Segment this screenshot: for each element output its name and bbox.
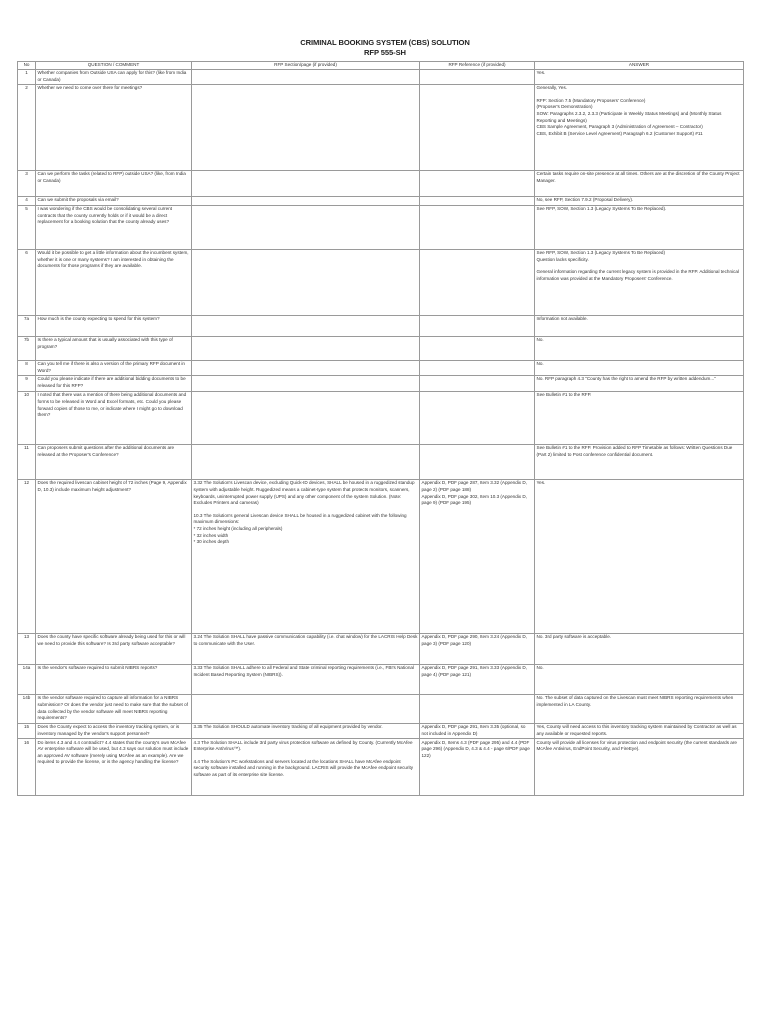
rfp-page-cell-paragraph: 3.33 The Solution SHALL adhere to all Federal and State criminal reporting requirements (i.e., FBI's National Incident Based Reporting System (NIBRS)). <box>193 665 414 678</box>
answer-cell-paragraph: No. The subset of data captured on the Livescan must meet NIBRS reporting requirements when implemented in LA County. <box>536 695 734 708</box>
row-number: 5 <box>18 205 36 249</box>
rfp-page-cell <box>192 391 420 444</box>
row-number: 1 <box>18 69 36 84</box>
rfp-reference-cell <box>420 375 535 391</box>
rfp-reference-cell-paragraph: Appendix D, PDF page 287, Item 3.32 (Appendix D, page 2) (PDF page 188) Appendix D, PDF page 302, Item 10.3 (Appendix D, page 9) (PDF page 195) <box>421 480 527 506</box>
rfp-page-cell <box>192 375 420 391</box>
answer-cell-paragraph: Yes. <box>536 70 546 76</box>
document-title <box>0 38 770 58</box>
header-rfp-page: RFP Section/page (if provided) <box>192 62 420 70</box>
question-cell: Can we perform the tasks (related to RFP) outside USA? (like, from India or Canada) <box>36 170 192 196</box>
table-body <box>18 69 744 796</box>
answer-cell <box>535 664 744 694</box>
answer-cell <box>535 391 744 444</box>
header-question: QUESTION / COMMENT <box>36 62 192 70</box>
table-row <box>18 336 744 360</box>
row-number: 11 <box>18 444 36 479</box>
rfp-page-cell <box>192 336 420 360</box>
answer-cell <box>535 723 744 738</box>
row-number: 6 <box>18 249 36 315</box>
answer-cell-paragraph: Yes. <box>536 480 546 486</box>
rfp-page-cell <box>192 360 420 375</box>
answer-cell <box>535 249 744 315</box>
rfp-reference-cell-paragraph: Appendix D, Items 4.3 (PDF page 295) and 4.4 (PDF page 296) (Appendix D, 4.3 & 4.4 - page 6/PDF page 122) <box>421 739 530 758</box>
rfp-page-cell <box>192 723 420 738</box>
table-row <box>18 739 744 796</box>
answer-cell <box>535 196 744 205</box>
rfp-page-cell-paragraph: 4.4 The Solution's PC workstations and servers located at the locations SHALL have McAfee endpoint security software installed and running in the background. LACRIS will provide the McAfee endpoint security software as part of its enterprise site license. <box>193 758 414 778</box>
answer-cell <box>535 315 744 336</box>
header-no: No <box>18 62 36 70</box>
answer-cell-paragraph: No, see RFP, Section 7.9.2 (Proposal Delivery). <box>536 197 634 203</box>
answer-cell <box>535 170 744 196</box>
rfp-reference-cell <box>420 444 535 479</box>
answer-cell-paragraph: Generally, Yes. <box>536 85 568 91</box>
answer-cell-paragraph: General information regarding the current legacy system is provided in the RFP. Additional technical information was provided at the Mandatory Proposers' Conference. <box>536 269 739 282</box>
rfp-reference-cell <box>420 249 535 315</box>
table-row <box>18 479 744 633</box>
row-number: 7a <box>18 315 36 336</box>
answer-cell-paragraph: No. <box>536 337 544 343</box>
table-row <box>18 375 744 391</box>
row-number: 12 <box>18 479 36 633</box>
rfp-page-cell <box>192 205 420 249</box>
table-row <box>18 391 744 444</box>
row-number: 7b <box>18 336 36 360</box>
answer-cell-paragraph: Certain tasks require on-site presence at all times. Others are at the discretion of the County Project Manager. <box>536 171 740 183</box>
answer-cell-paragraph: See Bulletin #1 to the RFP. <box>536 392 592 398</box>
rfp-page-cell-paragraph: 3.32 The Solution's Livescan device, excluding Quick-ID devices, SHALL be housed in a ruggedized standup system with adjustable height. Ruggedized means a cabinet-type system that protects monitors, scanners, keyboards, uninterrupted power supply (UPS) and any other component of the system Solution. (Note: Excludes Printers and cameras) <box>193 480 415 506</box>
answer-cell <box>535 479 744 633</box>
table-row <box>18 84 744 170</box>
answer-cell <box>535 375 744 391</box>
answer-cell <box>535 739 744 796</box>
rfp-reference-cell <box>420 694 535 723</box>
question-cell: I was wondering if the CBS would be consolidating several current contracts that the county currently holds or if it would be a direct replacement for a booking solution that the county already uses? <box>36 205 192 249</box>
rfp-page-cell <box>192 249 420 315</box>
question-cell: Can you tell me if there is also a version of the primary RFP document in Word? <box>36 360 192 375</box>
rfp-page-cell <box>192 633 420 664</box>
answer-cell-paragraph: No. RFP paragraph 4.3 "County has the right to amend the RFP by written addendum..." <box>536 376 716 382</box>
answer-cell-paragraph: See RFP, SOW, Section 1.3 (Legacy Systems To Be Replaced) Question lacks specificity. <box>536 250 666 262</box>
answer-cell <box>535 444 744 479</box>
rfp-reference-cell <box>420 69 535 84</box>
answer-cell <box>535 84 744 170</box>
question-cell: How much is the county expecting to spend for this system? <box>36 315 192 336</box>
rfp-page-cell <box>192 694 420 723</box>
table-row <box>18 249 744 315</box>
question-cell: Whether companies from Outside USA can apply for this? (like from India or Canada) <box>36 69 192 84</box>
rfp-page-cell <box>192 84 420 170</box>
question-cell: Does the county have specific software already being used for this or will we need to provide this software? Is 3rd party software acceptable? <box>36 633 192 664</box>
table-row <box>18 664 744 694</box>
rfp-reference-cell <box>420 739 535 796</box>
answer-cell <box>535 694 744 723</box>
title-line-1: CRIMINAL BOOKING SYSTEM (CBS) SOLUTION <box>300 38 470 47</box>
rfp-page-cell <box>192 479 420 633</box>
answer-cell-paragraph: Information not available. <box>536 316 588 322</box>
answer-cell-paragraph: RFP: Section 7.5 (Mandatory Proposers' Conference) (Proposer's Demonstration) SOW: Paragraphs 2.3.2, 2.3.3 (Participate in Weekly Status Meetings) and (Monthly Status Reporting and Meetings) CBS Sample Agreement, Paragraph 3 (Administration of Agreement – Contractor) CBS, Exhibit B (Service Level Agreement) Paragraph 6.2 (Customer Support) #11 <box>536 97 722 136</box>
rfp-reference-cell <box>420 723 535 738</box>
answer-cell-paragraph: See Bulletin #1 to the RFP. Provision added to RFP Timetable as follows: Written Questions Due (Part 2) limited to Post conference confidential document. <box>536 445 733 458</box>
title-line-2: RFP 555-SH <box>364 48 406 57</box>
rfp-reference-cell <box>420 84 535 170</box>
rfp-reference-cell-paragraph: Appendix D, PDF page 290, Item 3.24 (Appendix D, page 3) (PDF page 120) <box>421 634 527 647</box>
rfp-page-cell-paragraph: 3.35 The Solution SHOULD automate inventory tracking of all equipment provided by vendor. <box>193 724 383 730</box>
header-rfp-reference: RFP Reference (if provided) <box>420 62 535 70</box>
rfp-reference-cell <box>420 391 535 444</box>
rfp-page-cell <box>192 170 420 196</box>
answer-cell-paragraph: County will provide all licenses for virus protection and endpoint security (the current standards are McAfee Antivirus, EndPoint Security, and FireEye). <box>536 739 737 752</box>
rfp-page-cell <box>192 739 420 796</box>
row-number: 14b <box>18 694 36 723</box>
rfp-reference-cell <box>420 360 535 375</box>
question-cell: Can proposers submit questions after the additional documents are released at the Proposer's Conference? <box>36 444 192 479</box>
answer-cell-paragraph: No. <box>536 665 544 671</box>
answer-cell <box>535 360 744 375</box>
question-cell: Do items 4.3 and 4.4 contradict? 4.4 states that the county's own McAfee AV enterprise software will be used, but 4.3 says our solution must include an approved AV software (merely using McAfee as an example). Are we required to provide the license, or is the agency handling the license? <box>36 739 192 796</box>
rfp-reference-cell <box>420 633 535 664</box>
answer-cell-paragraph: No. <box>536 361 544 367</box>
row-number: 2 <box>18 84 36 170</box>
table-header-row <box>18 62 744 70</box>
answer-cell-paragraph: See RFP, SOW, Section 1.3 (Legacy Systems To Be Replaced). <box>536 206 667 212</box>
question-cell: Could you please indicate if there are additional bidding documents to be released for this RFP? <box>36 375 192 391</box>
table-row <box>18 723 744 738</box>
header-answer: ANSWER <box>535 62 744 70</box>
rfp-reference-cell <box>420 315 535 336</box>
row-number: 4 <box>18 196 36 205</box>
table-row <box>18 69 744 84</box>
rfp-reference-cell <box>420 479 535 633</box>
answer-cell <box>535 336 744 360</box>
rfp-reference-cell <box>420 196 535 205</box>
answer-cell <box>535 633 744 664</box>
question-cell: Is the vendor software required to capture all information for a NIBRS submission? Or does the vendor just need to make sure that the subset of data collected by the vendor software will meet NIBRS reporting requirements? <box>36 694 192 723</box>
rfp-page-cell <box>192 196 420 205</box>
table-row <box>18 315 744 336</box>
row-number: 8 <box>18 360 36 375</box>
rfp-page-cell <box>192 69 420 84</box>
table-row <box>18 444 744 479</box>
question-cell: Can we submit the proposals via email? <box>36 196 192 205</box>
qa-table <box>17 61 744 796</box>
row-number: 9 <box>18 375 36 391</box>
rfp-reference-cell <box>420 205 535 249</box>
question-cell: Would it be possible to get a little information about the incumbent system, whether it is one or many systems? I am interested in obtaining the documents for those programs if they are available. <box>36 249 192 315</box>
rfp-page-cell-paragraph: 4.3 The Solution SHALL include 3rd party virus protection software as defined by County. (Currently McAfee Enterprise AntiVirus™). <box>193 739 413 752</box>
rfp-reference-cell-paragraph: Appendix D, PDF page 291, Item 3.35 (optional, so not included in Appendix D) <box>421 724 526 737</box>
question-cell: Does the County expect to access the inventory tracking system, or is inventory managed by the vendor's support personnel? <box>36 723 192 738</box>
rfp-page-cell-paragraph: 3.24 The Solution SHALL have passive communication capability (i.e. chat window) for the LACRIS Help Desk to communicate with the User. <box>193 634 418 647</box>
answer-cell-paragraph: Yes, County will need access to this inventory tracking system maintained by Contractor as well as any available or requested reports. <box>536 724 737 737</box>
row-number: 16 <box>18 739 36 796</box>
table-row <box>18 170 744 196</box>
row-number: 13 <box>18 633 36 664</box>
rfp-reference-cell <box>420 664 535 694</box>
rfp-page-cell <box>192 315 420 336</box>
answer-cell <box>535 205 744 249</box>
answer-cell <box>535 69 744 84</box>
question-cell: Is the vendor's software required to submit NIBRS reports? <box>36 664 192 694</box>
row-number: 10 <box>18 391 36 444</box>
table-row <box>18 360 744 375</box>
row-number: 3 <box>18 170 36 196</box>
table-row <box>18 694 744 723</box>
rfp-page-cell <box>192 444 420 479</box>
row-number: 14a <box>18 664 36 694</box>
row-number: 15 <box>18 723 36 738</box>
table-row <box>18 633 744 664</box>
answer-cell-paragraph: No. 3rd party software is acceptable. <box>536 634 612 640</box>
question-cell: Is there a typical amount that is usually associated with this type of program? <box>36 336 192 360</box>
rfp-reference-cell <box>420 170 535 196</box>
table-row <box>18 196 744 205</box>
rfp-page-cell <box>192 664 420 694</box>
table-row <box>18 205 744 249</box>
question-cell: I noted that there was a mention of there being additional documents and forms to be released in Word and Excel formats, etc. Could you please forward copies of those to me, or indicate where I might go to download them? <box>36 391 192 444</box>
rfp-reference-cell-paragraph: Appendix D, PDF page 291, Item 3.33 (Appendix D, page 4) (PDF page 121) <box>421 665 527 678</box>
question-cell: Does the required livescan cabinet height of 72 inches (Page 9, Appendix D, 10.3) include maximum height adjustment? <box>36 479 192 633</box>
rfp-reference-cell <box>420 336 535 360</box>
rfp-page-cell-paragraph: 10.3 The Solution's general Livescan device SHALL be housed in a ruggedized cabinet with the following maximum dimensions: * 72 inches height (including all peripherals) * 32 inches width * 30 inches depth <box>193 512 407 545</box>
question-cell: Whether we need to come over there for meetings? <box>36 84 192 170</box>
